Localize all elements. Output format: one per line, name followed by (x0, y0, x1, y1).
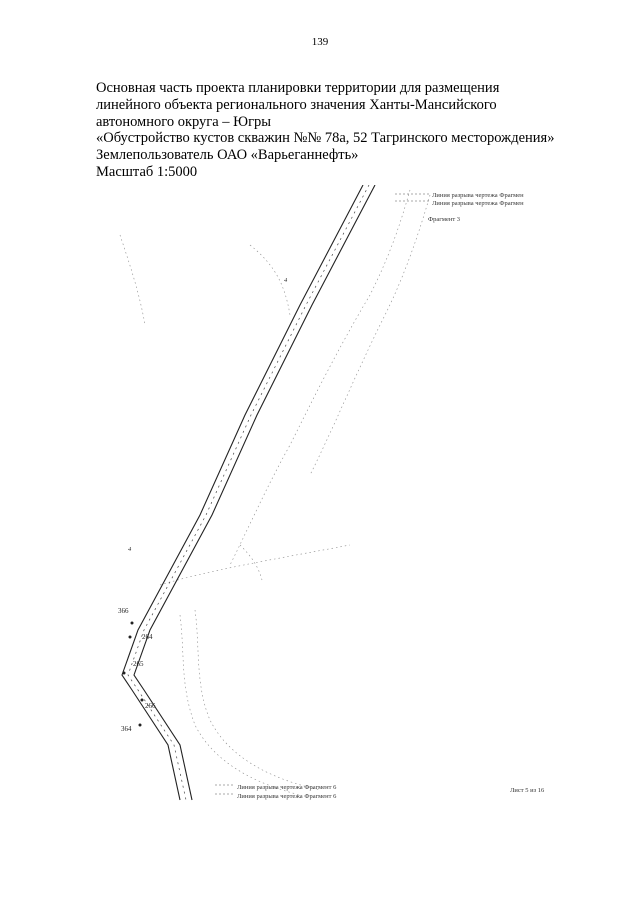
point-label: 265 (133, 660, 144, 668)
sheet-label: Лист 5 из 16 (510, 787, 545, 794)
scale-line: Масштаб 1:5000 (96, 163, 198, 180)
point-label: 364 (121, 725, 132, 733)
break-line-label-top-2: Линия разрыва чертежа Фрагмен (432, 200, 524, 207)
point-label: 264 (142, 633, 153, 641)
break-line-label-bottom-1: Линия разрыва чертежа Фрагмент 6 (237, 784, 337, 791)
contour-mark: 4 (128, 546, 132, 553)
heading-line: «Обустройство кустов скважин №№ 78а, 52 Тагринского месторождения» (96, 130, 555, 147)
heading-line: Землепользователь ОАО «Варьеганнефть» (96, 147, 359, 164)
heading-line: линейного объекта регионального значения Ханты-Мансийского (96, 96, 497, 113)
turn-point-markers (123, 622, 144, 727)
point-label: 266 (145, 702, 156, 710)
page-number: 139 (311, 36, 329, 48)
document-heading (96, 80, 596, 181)
drawing-canvas (100, 185, 570, 805)
break-line-label-top-1: Линия разрыва чертежа Фрагмен (432, 192, 524, 199)
point-label: 366 (118, 607, 129, 615)
heading-line: Основная часть проекта планировки территории для размещения (96, 80, 500, 96)
fragment-label: Фрагмент 3 (428, 216, 461, 223)
planning-drawing (100, 185, 570, 805)
contour-mark: 4 (284, 277, 288, 284)
break-line-label-bottom-2: Линия разрыва чертежа Фрагмент 6 (237, 793, 337, 800)
heading-line: автономного округа – Югры (96, 113, 272, 130)
pipeline-corridor (122, 185, 375, 800)
contour-lines (120, 190, 430, 795)
pipeline-axis (128, 185, 369, 800)
